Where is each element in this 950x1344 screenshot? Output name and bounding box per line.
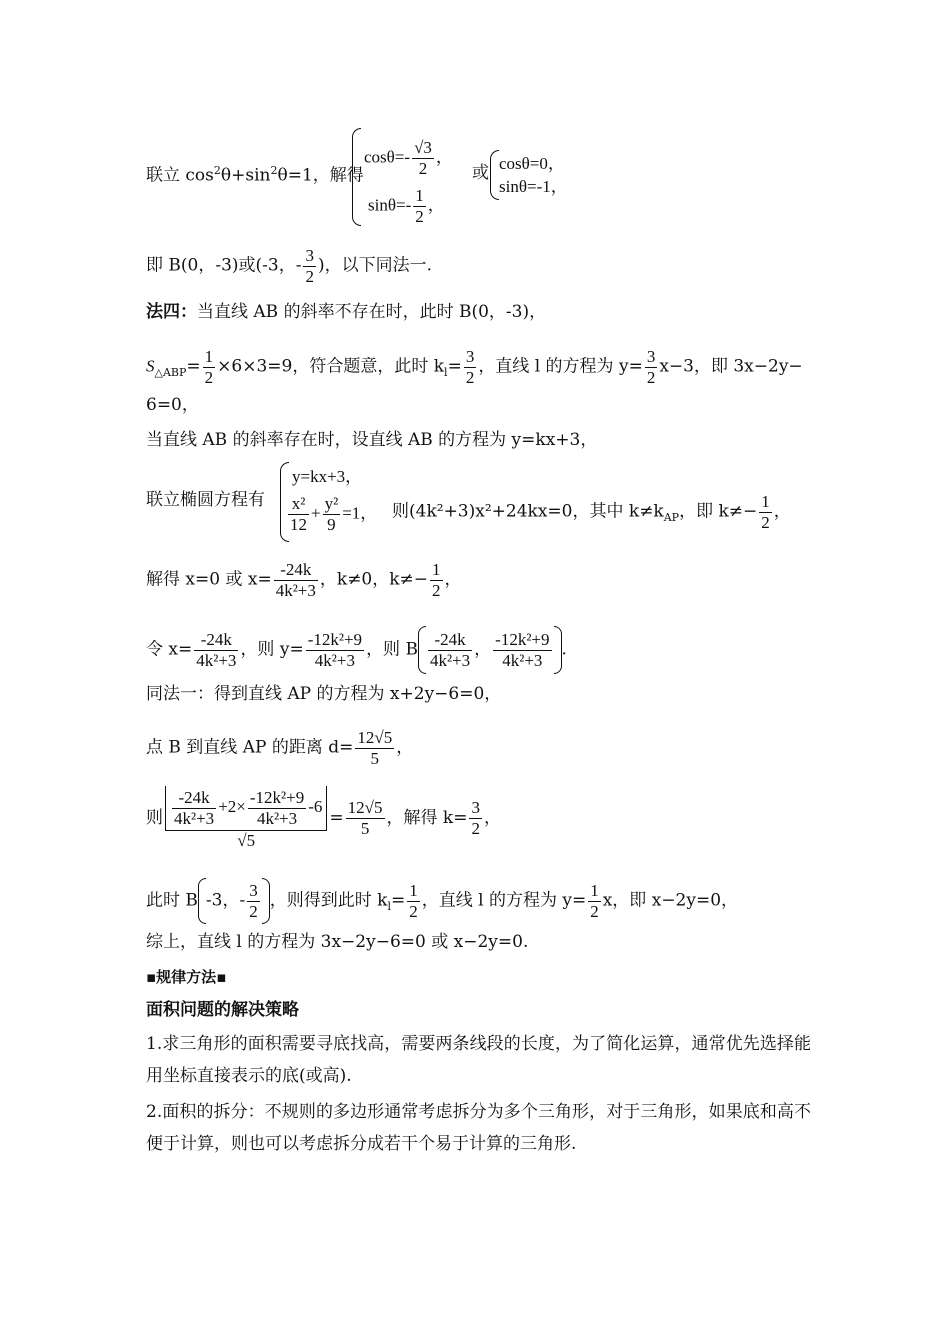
let-x-line: 令 x= $\frac{-24k}{\text{4k²+3}}$ ，则 y= $\frac{\text{-12k²+9}}{\text{4k²+3}}$ ，则 B $\frac{-24k}{\text{4k²+3}}$ ， $\frac{\text{-12k²+9}}{\text{4k²+3}}$ .	[146, 626, 567, 674]
paragraph-2: 2.面积的拆分：不规则的多边形通常考虑拆分为多个三角形，对于三角形，如果底和高不便于计算，则也可以考虑拆分成若干个易于计算的三角形.	[146, 1102, 811, 1154]
section-title: 面积问题的解决策略	[146, 1000, 299, 1020]
system-2-row-1: cosθ=0，	[499, 154, 565, 173]
ellipse-result: 则(4k²+3)x²+24kx=0，其中 $k\ne k_{AP}$，即 k≠− $\frac{1}{2}$ ，	[392, 492, 791, 532]
method-four-line: 法四：当直线 AB 的斜率不存在时，此时 B(0，-3)，	[146, 302, 547, 322]
rule-method-tag: ▪规律方法▪	[146, 968, 227, 986]
system-2-row-2: sinθ=-1，	[499, 177, 568, 196]
system-1-row-1: cosθ=- $\frac{√3}{2}$ ，	[364, 138, 453, 178]
point-b-line: 即 B(0，-3)或(-3，- $\frac{3}{2}$ )，以下同法一.	[146, 246, 433, 286]
distance-line: 点 B 到直线 AP 的距离 d= $\frac{12√5}{5}$ ，	[146, 728, 414, 768]
paragraph-1: 1.求三角形的面积需要寻底找高，需要两条线段的长度，为了简化运算，通常优先选择能用坐标直接表示的底(或高).	[146, 1034, 811, 1086]
system-1-row-2: sinθ=- $\frac{1}{2}$ ，	[368, 186, 445, 226]
ellipse-system-line: 联立椭圆方程有	[146, 490, 265, 510]
ellipse-row-1: y=kx+3，	[292, 467, 363, 486]
brace-left-1	[352, 128, 361, 226]
line-ap-equation: 同法一：得到直线 AP 的方程为 x+2y−6=0，	[146, 684, 502, 704]
solve-system-line: 联立 $\cos^2\theta+\sin^2\theta=1$，解得	[146, 164, 364, 186]
brace-left-2	[490, 150, 499, 200]
solve-x-line: 解得 x=0 或 x= $\frac{-24k}{\text{4k²+3}}$ ，k≠0，k≠− $\frac{1}{2}$ ，	[146, 560, 462, 600]
conclusion-line: 综上，直线 l 的方程为 3x−2y−6=0 或 x−2y=0.	[146, 932, 529, 952]
result-line: 此时 B -3，- $\frac{3}{2}$ ，则得到此时 $k_l=$ $\frac{1}{2}$ ，直线 l 的方程为 y= $\frac{1}{2}$ x，即 x−2y=0，	[146, 878, 738, 924]
distance-equation: 则 $\frac{-24k}{\text{4k²+3}}$ +2× $\frac{\text{-12k²+9}}{\text{4k²+3}}$ -6 √5 = $\frac{12√5}{5}$ ，解得 k= $\frac{3}{2}$ ，	[146, 788, 501, 851]
or-text: 或	[472, 163, 489, 183]
ellipse-row-2: $\frac{\text{x²}}{12}$ + $\frac{\text{y²}}{9}$ =1，	[290, 494, 378, 534]
area-line: $S_{\triangle ABP}=$ $\frac{1}{2}$ ×6×3=9，符合题意，此时 $k_l=$ $\frac{3}{2}$ ，直线 l 的方程为 y= $\frac{3}{2}$ x−3，即 3x−2y−	[146, 347, 803, 387]
area-line-continued: 6=0，	[146, 395, 199, 415]
slope-exists-line: 当直线 AB 的斜率存在时，设直线 AB 的方程为 y=kx+3，	[146, 430, 598, 450]
